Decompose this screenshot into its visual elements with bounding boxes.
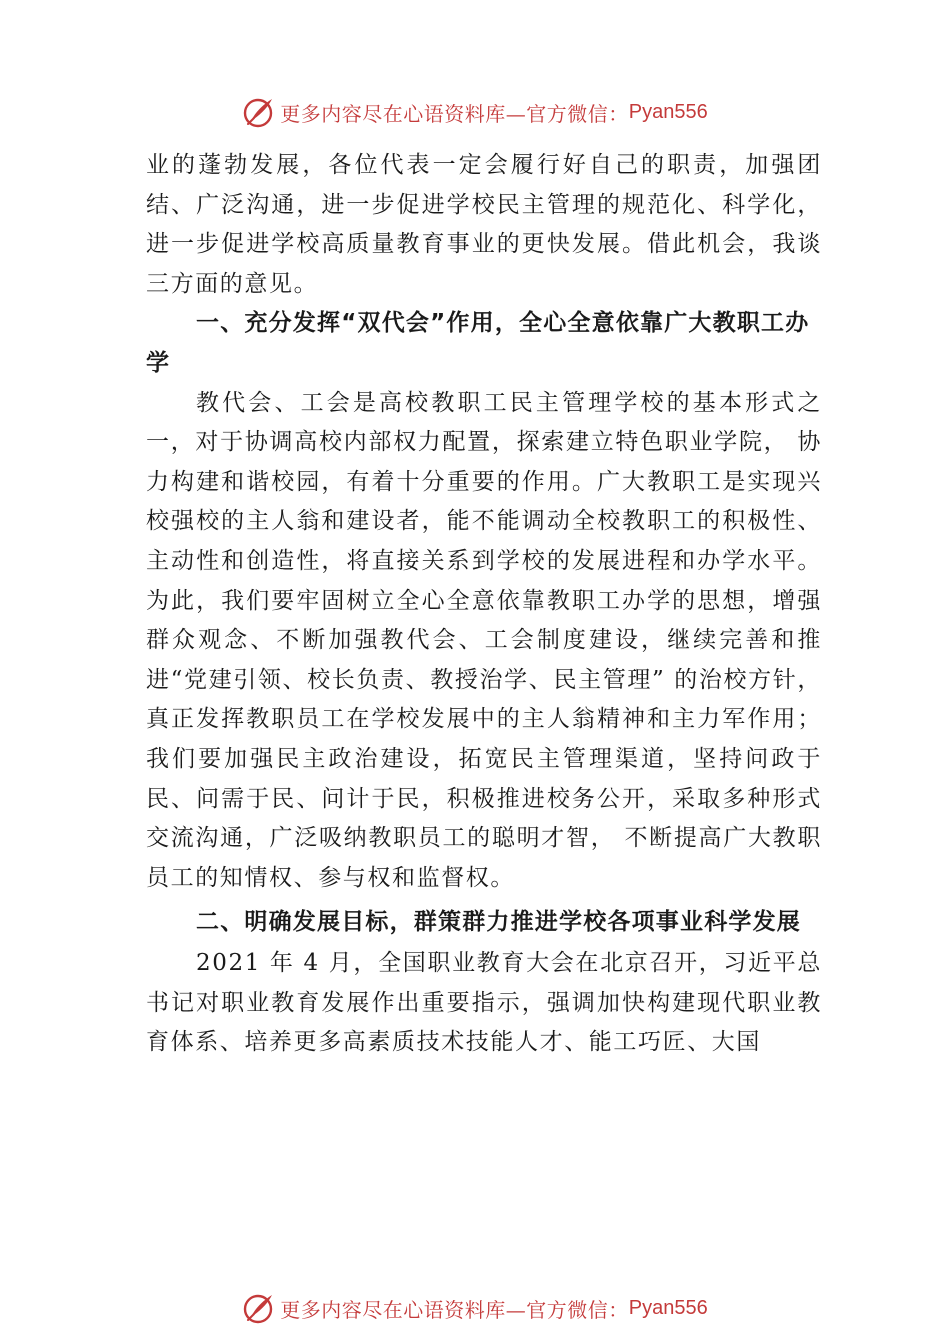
section-2-heading: 二、明确发展目标，群策群力推进学校各项事业科学发展 bbox=[196, 909, 801, 936]
intro-paragraph: 业的蓬勃发展，各位代表一定会履行好自己的职责，加强团结、广泛沟通，进一步促进学校民主管理的规范化、科学化，进一步促进学校高质量教育事业的更快发展。借此机会，我谈三方面的意见。 bbox=[146, 152, 822, 297]
section-1-heading: 一、充分发挥“双代会”作用，全心全意依靠广大教职工办学 bbox=[146, 310, 810, 376]
watermark-wechat-id: Pyan556 bbox=[628, 100, 708, 123]
watermark-brand-text: 更多内容尽在心语资料库—官方微信： bbox=[280, 101, 629, 126]
quill-in-circle-icon bbox=[242, 1291, 276, 1325]
section-2-paragraph: 2021 年 4 月，全国职业教育大会在北京召开，习近平总书记对职业教育发展作出重要指示，强调加快构建现代职业教育体系、培养更多高素质技术技能人才、能工巧匠、大国 bbox=[146, 950, 822, 1056]
watermark-brand-text: 更多内容尽在心语资料库—官方微信： bbox=[280, 1297, 629, 1322]
footer-watermark bbox=[0, 1288, 950, 1328]
header-watermark bbox=[0, 92, 950, 132]
watermark-wechat-id: Pyan556 bbox=[628, 1296, 708, 1319]
quill-in-circle-icon bbox=[242, 95, 276, 129]
document-body bbox=[146, 146, 822, 1063]
section-1-paragraph: 教代会、工会是高校教职工民主管理学校的基本形式之一，对于协调高校内部权力配置，探索建立特色职业学院， 协力构建和谐校园，有着十分重要的作用。广大教职工是实现兴校强校的主人翁和建设者，能不能调动全校教职工的积极性、主动性和创造性，将直接关系到学校的发展进程和办学水平。为此，我们要牢固树立全心全意依靠教职工办学的思想，增强群众观念、不断加强教代会、工会制度建设，继续完善和推进“党建引领、校长负责、教授治学、民主管理” 的治校方针，真正发挥教职员工在学校发展中的主人翁精神和主力军作用；我们要加强民主政治建设，拓宽民主管理渠道，坚持问政于民、问需于民、问计于民，积极推进校务公开，采取多种形式交流沟通，广泛吸纳教职员工的聪明才智， 不断提高广大教职员工的知情权、参与权和监督权。 bbox=[146, 389, 822, 891]
